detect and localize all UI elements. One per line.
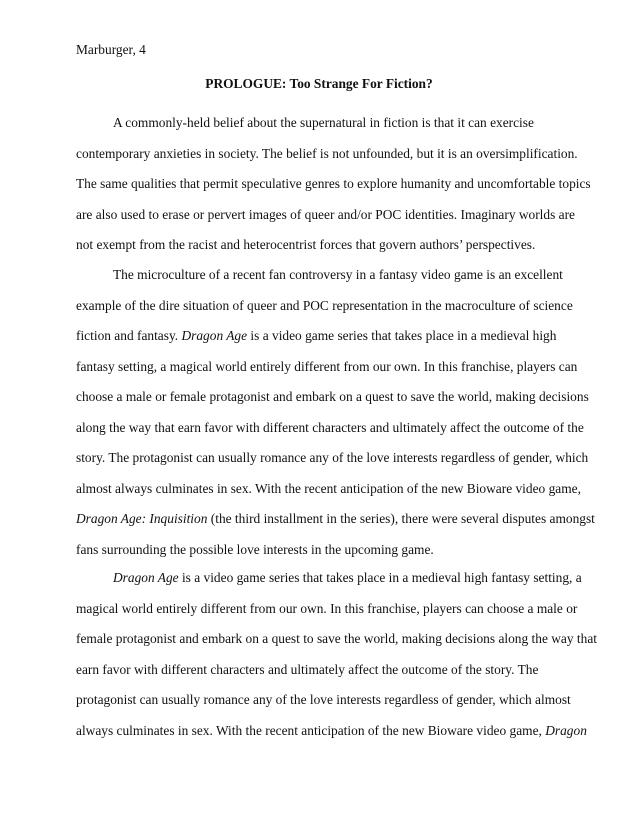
page-header: Marburger, 4 (76, 42, 146, 57)
paragraph-line: always culminates in sex. With the recent anticipation of the new Bioware video game, Dragon (76, 722, 587, 738)
paragraph-line: protagonist can usually romance any of the love interests regardless of gender, which almost (76, 692, 571, 707)
game-title-italic: Dragon Age (113, 570, 179, 585)
paragraph-line: earn favor with different characters and ultimately affect the outcome of the story. The (76, 661, 539, 677)
paragraph-line: fantasy setting, a magical world entirely different from our own. In this franchise, players can (76, 358, 578, 374)
game-title-italic: Dragon Age (181, 328, 248, 343)
game-title-italic: Dragon Age: Inquisition (76, 511, 208, 526)
paragraph-line: choose a male or female protagonist and embark on a quest to save the world, making decisions (76, 389, 589, 404)
game-title-italic: Dragon (545, 722, 587, 738)
paragraph-line: fiction and fantasy. Dragon Age is a video game series that takes place in a medieval high (76, 328, 557, 343)
paragraph-line: A commonly-held belief about the supernatural in fiction is that it can exercise (113, 115, 534, 130)
chapter-title: PROLOGUE: Too Strange For Fiction? (205, 76, 433, 91)
paragraph-line: magical world entirely different from our own. In this franchise, players can choose a male or (76, 600, 578, 616)
paragraph-line: fans surrounding the possible love interests in the upcoming game. (76, 541, 434, 557)
paragraph-line: story. The protagonist can usually romance any of the love interests regardless of gender, which (76, 450, 589, 465)
paragraph-line: Dragon Age: Inquisition (the third installment in the series), there were several disputes amongst (76, 511, 595, 526)
paragraph-line: Dragon Age is a video game series that takes place in a medieval high fantasy setting, a (113, 570, 582, 585)
paragraph-line: The microculture of a recent fan controversy in a fantasy video game is an excellent (113, 267, 563, 282)
paragraph-line: The same qualities that permit speculative genres to explore humanity and uncomfortable topics (76, 176, 591, 191)
paragraph-line: along the way that earn favor with different characters and ultimately affect the outcome of the (76, 419, 584, 435)
paragraph-line: contemporary anxieties in society. The belief is not unfounded, but it is an oversimplification. (76, 145, 578, 161)
paragraph-3 (76, 570, 597, 753)
paragraph-line: female protagonist and embark on a quest to save the world, making decisions along the way that (76, 631, 597, 646)
paragraph-line: are also used to erase or pervert images of queer and/or POC identities. Imaginary worlds are (76, 206, 576, 222)
paragraph-line: not exempt from the racist and heterocentrist forces that govern authors’ perspectives. (76, 237, 536, 252)
paragraph-line: almost always culminates in sex. With the recent anticipation of the new Bioware video game, (76, 480, 581, 496)
paragraph-1 (76, 115, 591, 268)
paragraph-line: example of the dire situation of queer and POC representation in the macroculture of science (76, 297, 573, 313)
paragraph-2 (76, 267, 595, 572)
